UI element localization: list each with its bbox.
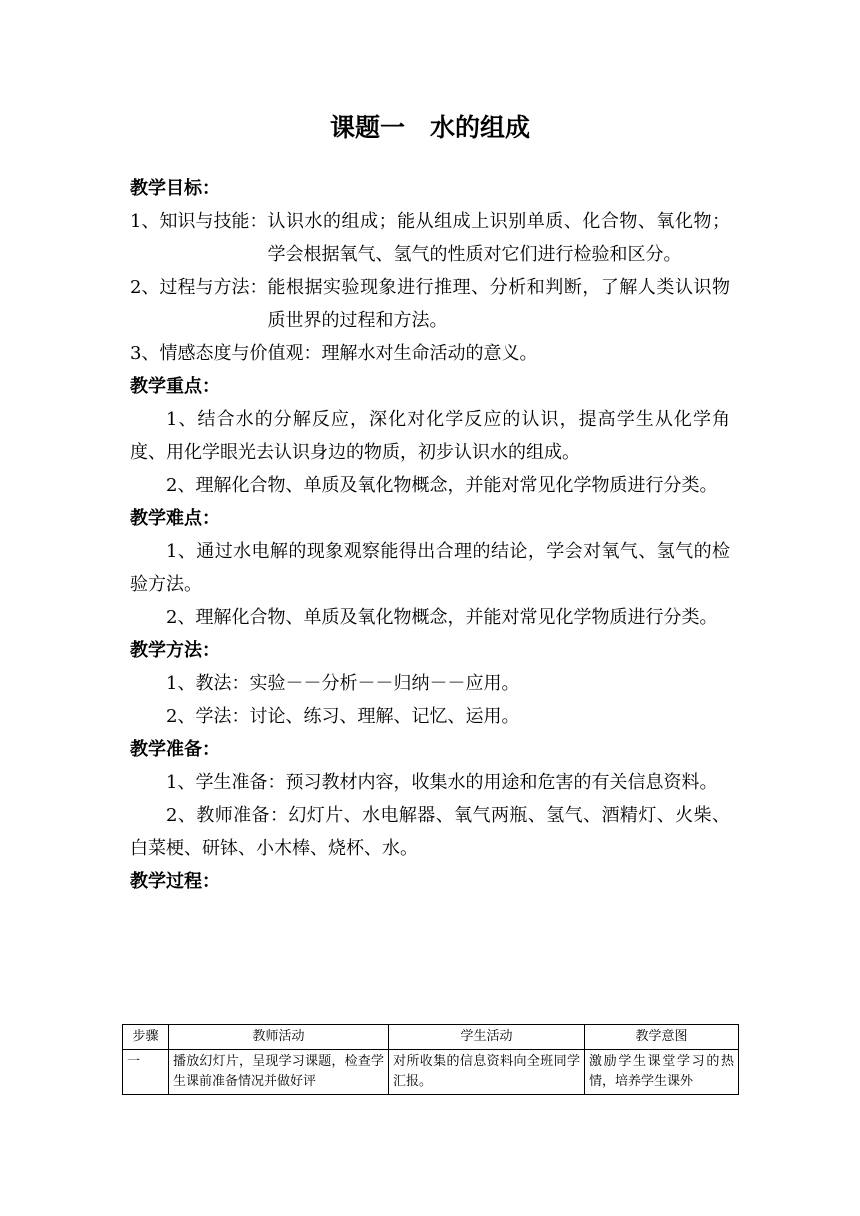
header-teacher-activity: 教师活动	[169, 1025, 389, 1050]
page-title: 课题一 水的组成	[329, 113, 530, 142]
header-step: 步骤	[123, 1025, 169, 1050]
table-row	[123, 1050, 739, 1095]
table-header-row	[123, 1025, 739, 1050]
cell-student-activity: 对所收集的信息资料向全班同学汇报。	[389, 1050, 585, 1095]
preparation-item: 1、学生准备：预习教材内容，收集水的用途和危害的有关信息资料。	[166, 772, 718, 793]
cell-teaching-intent: 激励学生课堂学习的热情，培养学生课外	[585, 1050, 739, 1095]
difficulty-item: 2、理解化合物、单质及氧化物概念，并能对常见化学物质进行分类。	[166, 607, 718, 628]
difficulties-heading: 教学难点：	[130, 508, 220, 529]
objective-item	[130, 337, 730, 370]
key-points-heading: 教学重点：	[130, 376, 220, 397]
preparation-heading: 教学准备：	[130, 739, 220, 760]
preparation-item: 2、教师准备：幻灯片、水电解器、氧气两瓶、氢气、酒精灯、火柴、白菜梗、研钵、小木棒、烧杯、水。	[130, 805, 730, 859]
document-body	[130, 172, 730, 898]
methods-heading: 教学方法：	[130, 640, 220, 661]
cell-step: 一	[123, 1050, 169, 1095]
objective-label: 3、情感态度与价值观：	[130, 343, 322, 364]
header-teaching-intent: 教学意图	[585, 1025, 739, 1050]
method-item: 2、学法：讨论、练习、理解、记忆、运用。	[166, 706, 520, 727]
objective-item	[130, 205, 730, 271]
method-item: 1、教法：实验－－分析－－归纳－－应用。	[166, 673, 520, 694]
process-table	[122, 1024, 739, 1095]
difficulty-item: 1、通过水电解的现象观察能得出合理的结论，学会对氧气、氢气的检验方法。	[130, 541, 730, 595]
objective-label: 2、过程与方法：	[130, 277, 268, 298]
cell-teacher-activity: 播放幻灯片，呈现学习课题，检查学生课前准备情况并做好评	[169, 1050, 389, 1095]
key-point-item: 1、结合水的分解反应，深化对化学反应的认识，提高学生从化学角度、用化学眼光去认识身边的物质，初步认识水的组成。	[130, 409, 730, 463]
process-heading: 教学过程：	[130, 871, 220, 892]
objective-text: 认识水的组成；能从组成上识别单质、化合物、氧化物；学会根据氧气、氢气的性质对它们进行检验和区分。	[267, 211, 730, 265]
key-point-item: 2、理解化合物、单质及氧化物概念，并能对常见化学物质进行分类。	[166, 475, 718, 496]
objective-text: 能根据实验现象进行推理、分析和判断，了解人类认识物质世界的过程和方法。	[267, 277, 730, 331]
objective-item	[130, 271, 730, 337]
objective-text: 理解水对生命活动的意义。	[321, 343, 538, 364]
objectives-heading: 教学目标：	[130, 178, 220, 199]
header-student-activity: 学生活动	[389, 1025, 585, 1050]
objective-label: 1、知识与技能：	[130, 211, 268, 232]
